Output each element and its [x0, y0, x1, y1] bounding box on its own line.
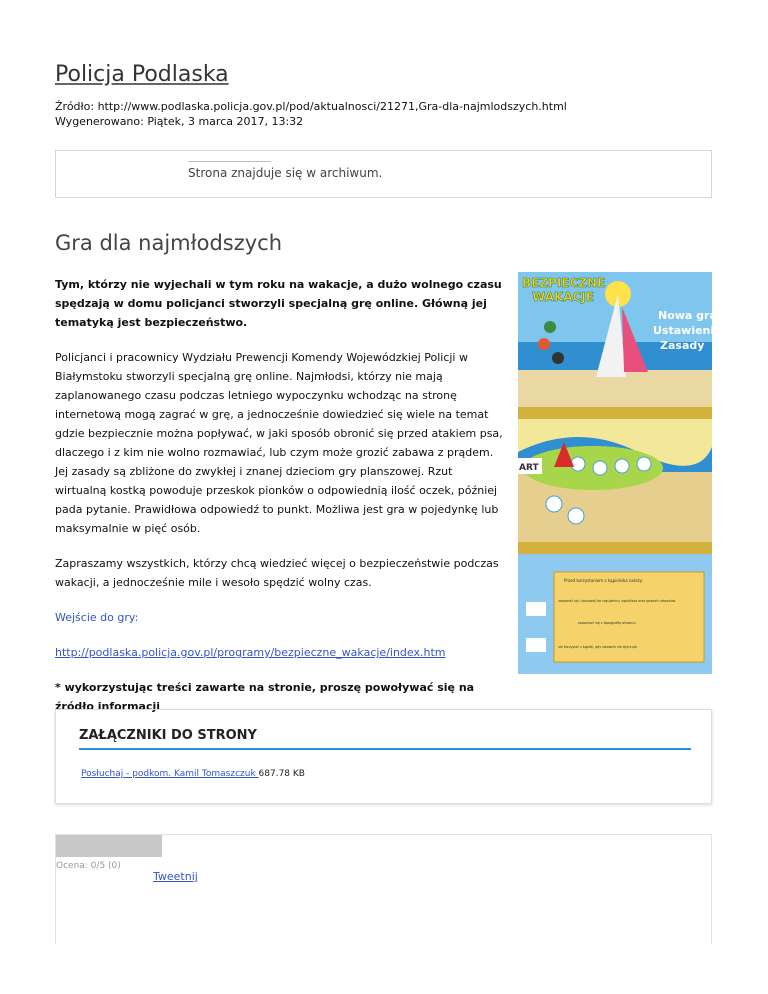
menu-item-rules: Zasady [660, 339, 705, 352]
rating-stars[interactable] [56, 835, 162, 857]
rating-panel [55, 834, 712, 944]
attachments-title: ZAŁĄCZNIKI DO STRONY [79, 728, 257, 743]
game-logo-line2: WAKACJE [532, 290, 595, 304]
article-body-2: Zapraszamy wszystkich, którzy chcą wiedzieć więcej o bezpieczeństwie podczas wakacji, a jednocześnie mile i wesoło spędzić wolny czas. [55, 557, 499, 589]
site-title[interactable]: Policja Podlaska [55, 62, 229, 87]
article-body-1: Policjanci i pracownicy Wydziału Prewencji Komendy Wojewódzkiej Policji w Białymstoku stworzyli specjalną grę online. Najmłodsi, którzy nie mają zaplanowanego czasu podczas letniego wypoczynku wchodząc na stronę internetową mogą zagrać w grę, a jednocześnie dowiedzieć się wiele na temat gdzie bezpiecznie można popływać, w jaki sposób obronić się przed atakiem psa, dlaczego i z kim nie wolno rozmawiać, lub czym może grozić zabawa z prądem. Jej zasady są zbliżone do zwykłej i znanej dzieciom gry planszowej. Rzut wirtualną kostką powoduje przeskok pionków o odpowiednią ilość oczek, później pada pytanie. Prawidłowa odpowiedź to punkt. Możliwa jest gra w pojedynkę lub maksymalnie w pięć osób. [55, 351, 503, 535]
rules-line-1: Przed korzystaniem z kąpieliska należy: [564, 578, 644, 583]
rating-text: Ocena: 0/5 (0) [56, 861, 121, 871]
attachment-link[interactable]: Posłuchaj - podkom. Kamil Tomaszczuk [81, 769, 259, 779]
archive-notice [55, 150, 712, 198]
game-rules-screenshot [518, 542, 712, 674]
article-content [55, 275, 505, 732]
menu-item-settings: Ustawienia [653, 324, 722, 337]
rules-line-2: zapoznać się i stosować do regulaminu kąpieliska oraz poleceń ratownika. [558, 599, 677, 603]
source-note: * wykorzystując treści zawarte na stronie, proszę powoływać się na źródło informacji [55, 681, 475, 713]
rules-line-4: nie korzystać z kąpieli, gdy ratownik nie dyżuruje. [558, 645, 638, 649]
attachments-panel [55, 709, 712, 804]
attachment-size: 687.78 KB [258, 769, 305, 779]
game-link-label: Wejście do gry: [55, 611, 139, 624]
board-start: ART [519, 463, 539, 473]
attachments-divider [79, 748, 691, 750]
print-meta [55, 99, 567, 129]
menu-item-new-game: Nowa gra [658, 309, 717, 322]
game-board-screenshot [518, 407, 712, 542]
source-url: Źródło: http://www.podlaska.policja.gov.pl/pod/aktualnosci/21271,Gra-dla-najmlodszych.html [55, 100, 567, 113]
article-title: Gra dla najmłodszych [55, 231, 283, 255]
archive-divider [188, 161, 271, 162]
article-lead: Tym, którzy nie wyjechali w tym roku na wakacje, a dużo wolnego czasu spędzają w domu policjanci stworzyli specjalną grę online. Główną jej tematyką jest bezpieczeństwo. [55, 278, 502, 329]
generated-date: Wygenerowano: Piątek, 3 marca 2017, 13:32 [55, 115, 304, 128]
archive-text: Strona znajduje się w archiwum. [188, 166, 383, 180]
game-logo-line1: BEZPIECZNE [522, 276, 606, 290]
tweet-link[interactable]: Tweetnij [153, 870, 198, 883]
rules-line-3: zapoznać się z topografią akwenu. [578, 621, 637, 625]
game-link[interactable]: http://podlaska.policja.gov.pl/programy/bezpieczne_wakacje/index.htm [55, 646, 446, 659]
game-screenshots [518, 272, 722, 674]
attachment-item [81, 769, 305, 779]
game-menu-screenshot [518, 272, 722, 407]
